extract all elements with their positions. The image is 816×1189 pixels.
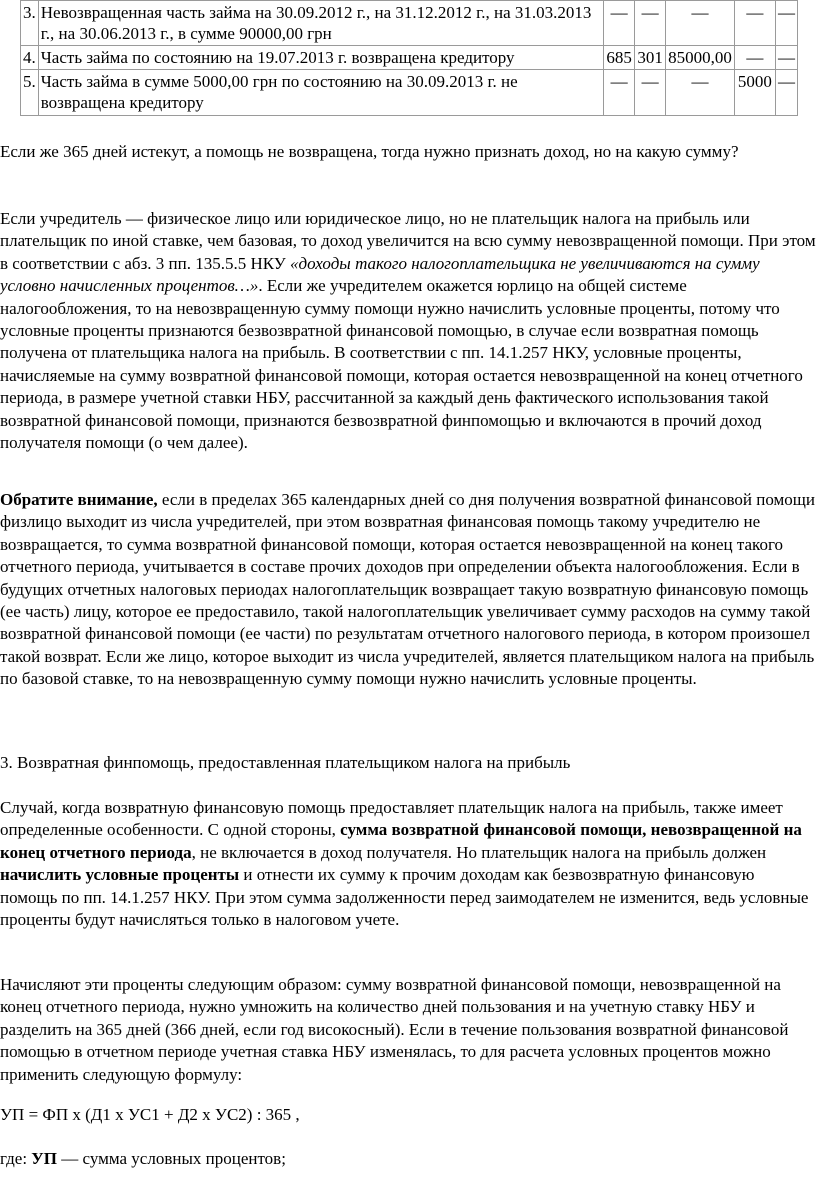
table-cell: 5000 [734,70,775,116]
paragraph-text [0,208,816,454]
table-cell: — [604,1,635,46]
paragraph-text [0,1148,816,1170]
table-cell: — [775,70,797,116]
table-cell: — [666,70,735,116]
paragraph-calculation [0,974,816,1086]
row-description: Невозвращенная часть займа на 30.09.2012 г., на 31.12.2012 г., на 31.03.2013 г., на 30.06.2013 г., в сумме 90000,00 грн [38,1,603,46]
table-cell: — [775,46,797,70]
row-number: 5. [21,70,39,116]
row-description: Часть займа в сумме 5000,00 грн по состоянию на 30.09.2013 г. не возвращена кредитору [38,70,603,116]
paragraph-text [0,797,816,931]
heading-text: 3. Возвратная финпомощь, предоставленная плательщиком налога на прибыль [0,753,571,772]
table-cell: — [604,70,635,116]
paragraph-text: Если же 365 дней истекут, а помощь не возвращена, тогда нужно признать доход, но на какую сумму? [0,142,739,161]
row-number: 3. [21,1,39,46]
table-cell: — [635,70,666,116]
paragraph-definition [0,1148,816,1170]
formula [0,1104,816,1126]
table-cell: — [734,46,775,70]
text-run: Случай, когда возвратную финансовую помощь предоставляет плательщик налога на прибыль, также имеет определенные особенности. С одной стороны, [0,798,783,840]
text-run: Если учредитель — физическое лицо или юридическое лицо, но не плательщик налога на прибыль или плательщик по иной ставке, чем базовая, то доход увеличится на всю сумму невозвращенной помощи. При этом в соответствии с абз. 3 пп. 135.5.5 НКУ [0,209,816,273]
text-run: если в пределах 365 календарных дней со дня получения возвратной финансовой помощи физлицо выходит из числа учредителей, при этом возвратная финансовая помощь такому учредителю не возвращается, то сумма возвратной финансовой помощи, которая остается невозвращенной на конец такого отчетного периода, учитывается в составе прочих доходов при определении объекта налогообложения. Если в будущих отчетных налоговых периодах налогоплательщик возвращает такую возвратную финансовую помощь (ее часть) лицу, которое ее предоставило, такой налогоплательщик увеличивает сумму расходов на сумму такой возвратной финансовой помощи (ее части) по результатам отчетного налогового периода, в котором произошел такой возврат. Если же лицо, которое выходит из числа учредителей, является плательщиком налога на прибыль по базовой ставке, то на невозвращенную сумму помощи нужно начислить условные проценты. [0,490,815,689]
text-run: где: [0,1149,32,1168]
bold-text: сумма возвратной финансовой помощи, невозвращенной на конец отчетного периода [0,820,802,862]
table-cell: — [635,1,666,46]
text-run: , не включается в доход получателя. Но плательщик налога на прибыль должен [191,842,767,862]
paragraph-attention [0,489,816,691]
attention-label: Обратите внимание, [0,490,158,509]
text-run: . Если же учредителем окажется юрлицо на общей системе налогообложения, то на невозвращенную сумму помощи нужно начислить условные проценты, потому что условные проценты признаются безвозвратной финансовой помощью, в случае если возвратная помощь получена от плательщика налога на прибыль. В соответствии с пп. 14.1.257 НКУ, условные проценты, начисляемые на сумму возвратной финансовой помощи, которая остается невозвращенной на конец отчетного периода, в размере учетной ставки НБУ, рассчитанной за каждый день фактического использования такой возвратной финансовой помощи, признаются безвозвратной финпомощью и включаются в прочий доход получателя помощи (о чем далее). [0,276,803,453]
section-heading [0,752,816,774]
table-row [21,70,798,116]
term-label: УП [31,1149,57,1168]
paragraph-taxpayer-lender [0,797,816,931]
loan-table [20,0,798,116]
table-cell: — [734,1,775,46]
row-number: 4. [21,46,39,70]
table-cell: 685 [604,46,635,70]
quote-text: «доходы такого налогоплательщика не увеличиваются на сумму условно начисленных процентов…» [0,253,760,296]
paragraph-text [0,489,816,691]
row-description: Часть займа по состоянию на 19.07.2013 г. возвращена кредитору [38,46,603,70]
table-cell: — [775,1,797,46]
table-cell: — [666,1,735,46]
text-run: — сумма условных процентов; [57,1149,286,1168]
paragraph-question [0,141,816,163]
bold-text: начислить условные проценты [0,865,240,885]
formula-text: УП = ФП х (Д1 х УС1 + Д2 х УС2) : 365 , [0,1105,300,1124]
text-run: и отнести их сумму к прочим доходам как безвозвратную финансовую помощь по пп. 14.1.257 НКУ. При этом сумма задолженности перед заимодателем не изменится, ведь условные проценты будут начисляться только в налоговом учете. [0,865,809,930]
table-cell: 301 [635,46,666,70]
table-cell: 85000,00 [666,46,735,70]
paragraph-founder-income [0,208,816,454]
paragraph-text: Начисляют эти проценты следующим образом: сумму возвратной финансовой помощи, невозвращенной на конец отчетного периода, нужно умножить на количество дней пользования и на учетную ставку НБУ и разделить на 365 дней (366 дней, если год високосный). Если в течение пользования возвратной финансовой помощью в отчетном периоде учетная ставка НБУ изменялась, то для расчета условных процентов можно применить следующую формулу: [0,975,789,1084]
table-row [21,1,798,46]
table-row [21,46,798,70]
